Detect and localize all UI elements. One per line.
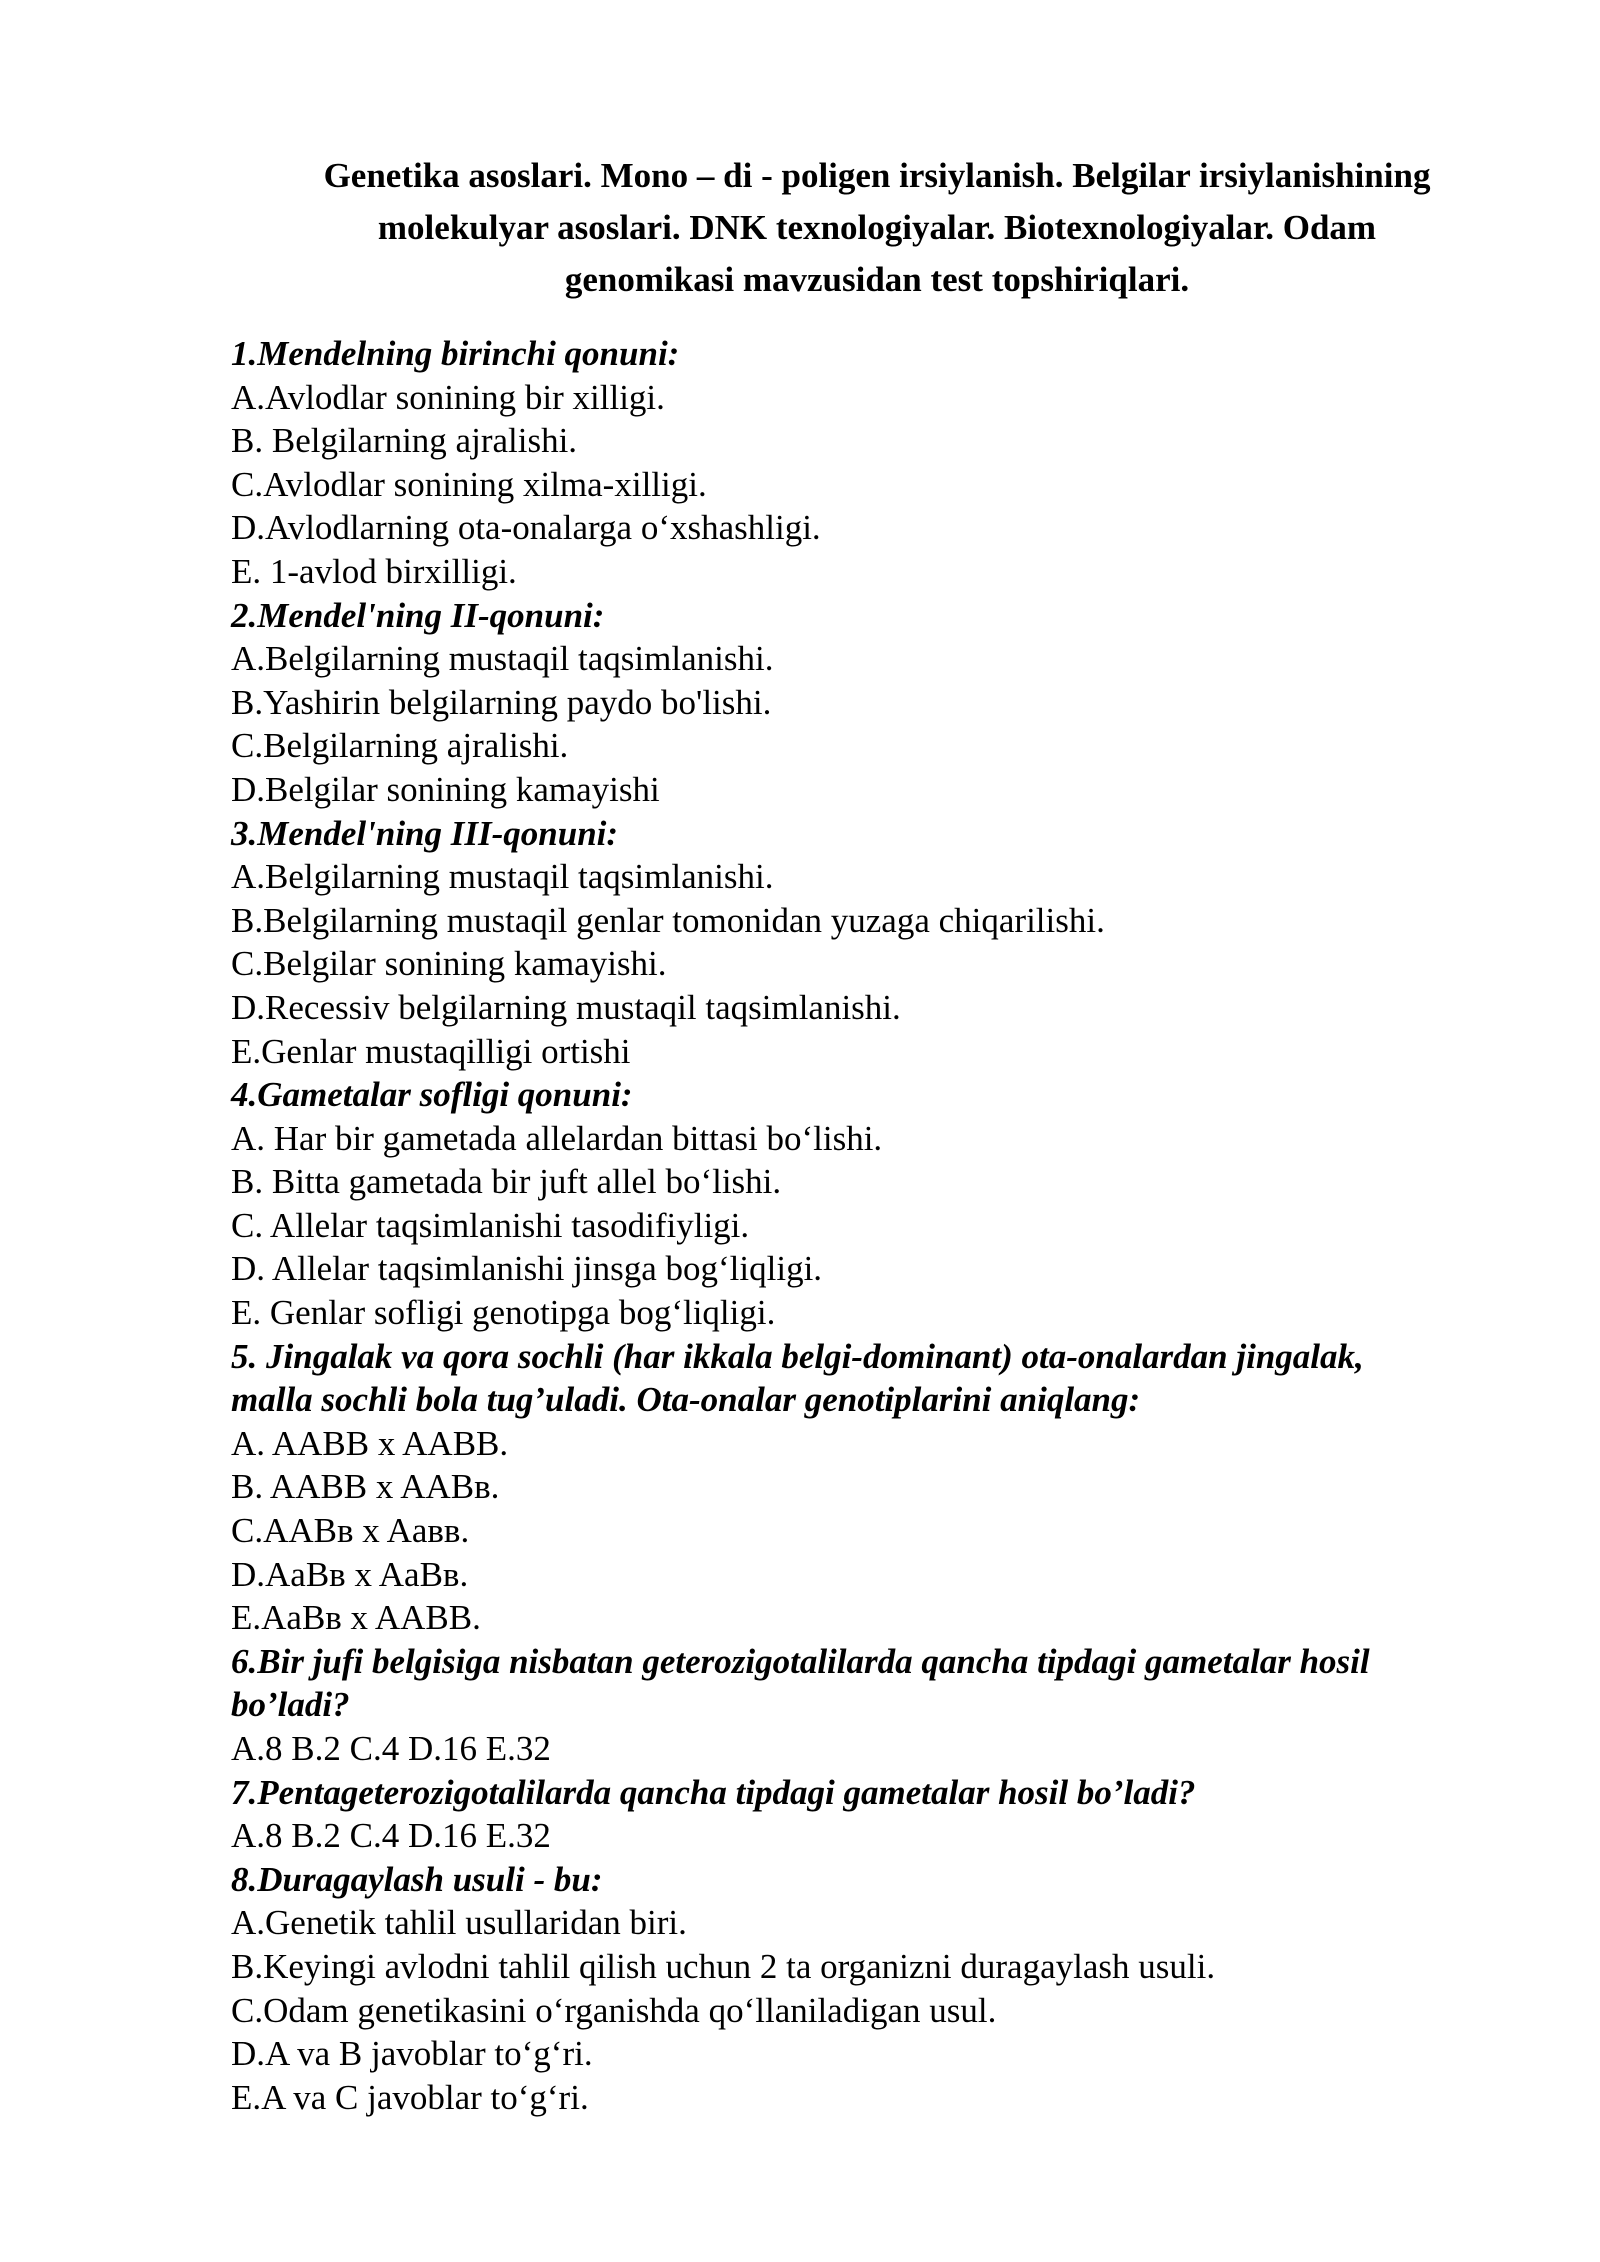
question-text: malla sochli bola tug’uladi. Ota-onalar genotiplarini aniqlang:	[231, 1380, 1141, 1420]
answer-option: D.AaBв x AaBв.	[231, 1554, 469, 1594]
answer-option: D.Avlodlarning ota-onalarga o‘xshashligi.	[231, 508, 821, 548]
answer-option: D. Allelar taqsimlanishi jinsga bog‘liqligi.	[231, 1249, 823, 1289]
title-line: molekulyar asoslari. DNK texnologiyalar. Biotexnologiyalar. Odam	[377, 208, 1377, 247]
title-line: Genetika asoslari. Mono – di - poligen irsiylanish. Belgilar irsiylanishining	[323, 156, 1431, 195]
answer-option: A.8 B.2 C.4 D.16 E.32	[231, 1729, 551, 1768]
answer-option: A.Genetik tahlil usullaridan biri.	[231, 1903, 687, 1943]
answer-option: D.Belgilar sonining kamayishi	[231, 769, 660, 809]
document-title	[232, 150, 1522, 306]
answer-option: D.A va B javoblar to‘g‘ri.	[231, 2034, 593, 2074]
answer-option: C.Belgilarning ajralishi.	[231, 726, 569, 766]
answer-option: A.8 B.2 C.4 D.16 E.32	[231, 1816, 551, 1856]
answer-option: E.Genlar mustaqilligi ortishi	[231, 1031, 631, 1071]
title-line: genomikasi mavzusidan test topshiriqlari.	[564, 260, 1190, 299]
question-text: bo’ladi?	[231, 1685, 350, 1725]
answer-option: C.Belgilar sonining kamayishi.	[231, 944, 667, 984]
question-text: 4.Gametalar sofligi qonuni:	[231, 1075, 633, 1115]
answer-option: B.Keyingi avlodni tahlil qilish uchun 2 ta organizni duragaylash usuli.	[231, 1946, 1216, 1986]
answer-option: A.Belgilarning mustaqil taqsimlanishi.	[231, 639, 774, 679]
answer-option: D.Recessiv belgilarning mustaqil taqsimlanishi.	[231, 987, 901, 1027]
answer-option: B. Bitta gametada bir juft allel bo‘lishi.	[231, 1162, 782, 1202]
answer-option: E.AaBв x AABB.	[231, 1598, 481, 1638]
answer-option: C.AABв x Aaвв.	[231, 1511, 470, 1551]
question-text: 1.Mendelning birinchi qonuni:	[231, 334, 680, 373]
answer-option: E. Genlar sofligi genotipga bog‘liqligi.	[231, 1293, 776, 1333]
answer-option: C.Avlodlar sonining xilma-xilligi.	[231, 464, 707, 504]
question-text: 7.Pentageterozigotalilarda qancha tipdagi gametalar hosil bo’ladi?	[231, 1772, 1196, 1812]
answer-option: B.Belgilarning mustaqil genlar tomonidan yuzaga chiqarilishi.	[231, 900, 1105, 940]
answer-option: B. Belgilarning ajralishi.	[231, 421, 578, 461]
question-text: 5. Jingalak va qora sochli (har ikkala belgi-dominant) ota-onalardan jingalak,	[231, 1336, 1364, 1376]
answer-option: A. Har bir gametada allelardan bittasi bo‘lishi.	[231, 1118, 883, 1158]
question-text: 2.Mendel'ning II-qonuni:	[231, 595, 605, 635]
answer-option: B. AABB x AABв.	[231, 1467, 500, 1507]
question-text: 8.Duragaylash usuli - bu:	[231, 1859, 603, 1899]
answer-option: A.Belgilarning mustaqil taqsimlanishi.	[231, 857, 774, 897]
question-text: 6.Bir jufi belgisiga nisbatan geterozigotalilarda qancha tipdagi gametalar hosil	[231, 1641, 1370, 1681]
answer-option: A. AABB x AABB.	[231, 1423, 509, 1463]
answer-option: B.Yashirin belgilarning paydo bo'lishi.	[231, 682, 772, 722]
question-text: 3.Mendel'ning III-qonuni:	[231, 813, 619, 853]
answer-option: A.Avlodlar sonining bir xilligi.	[231, 377, 665, 417]
answer-option: E. 1-avlod birxilligi.	[231, 551, 517, 591]
answer-option: C.Odam genetikasini o‘rganishda qo‘llaniladigan usul.	[231, 1990, 997, 2030]
answer-option: C. Allelar taqsimlanishi tasodifiyligi.	[231, 1205, 750, 1245]
test-questions	[231, 332, 1491, 2119]
answer-option: E.A va C javoblar to‘g‘ri.	[231, 2077, 589, 2117]
